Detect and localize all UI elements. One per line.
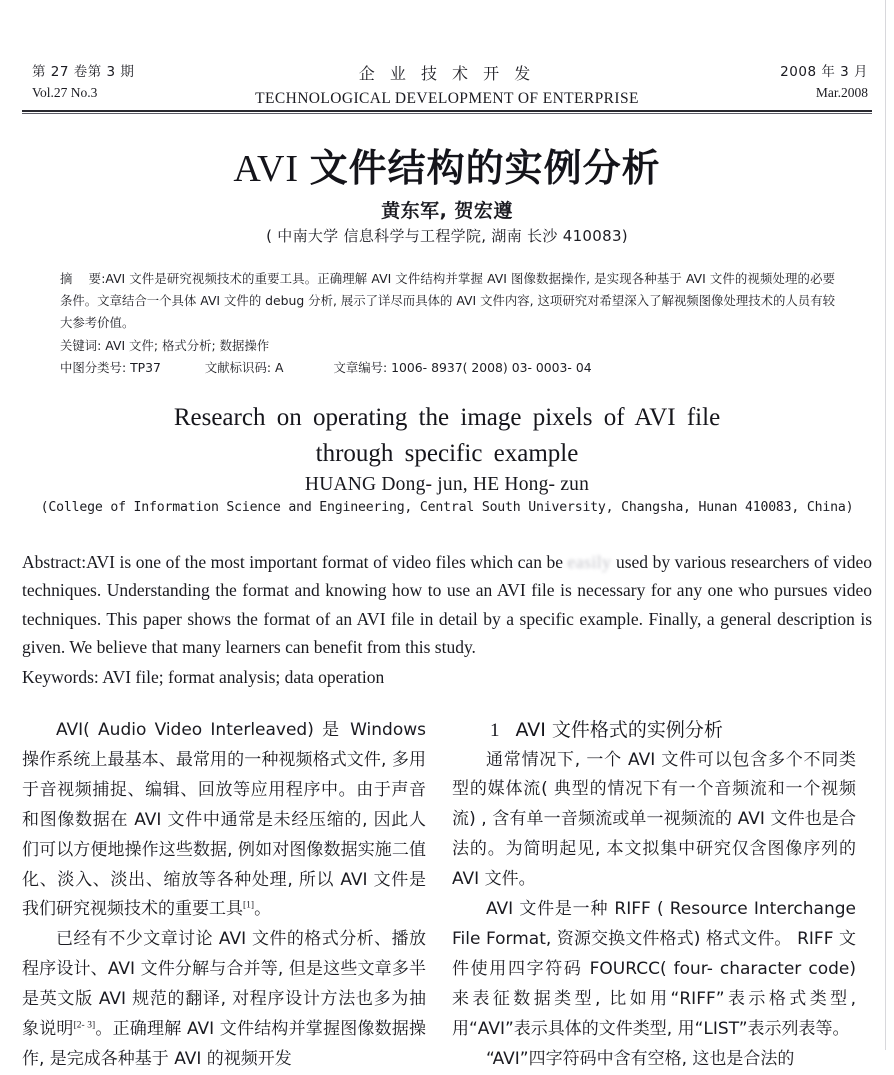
body-left-paragraph-1-tail: 。 bbox=[254, 899, 272, 920]
citation-ref-1: [1] bbox=[243, 900, 255, 911]
keywords-en-label: Keywords: bbox=[22, 667, 99, 688]
abstract-cn-text: 摘 要:AVI 文件是研究视频技术的重要工具。正确理解 AVI 文件结构并掌握 AVI 图像数据操作, 是实现各种基于 AVI 文件的视频处理的必要条件。文章结合一个具体 AVI 文件的 debug 分析, 展示了详尽而具体的 AVI 文件内容, 这项研究对希望深入了解视频图像处理技术的人员有较大参考价值。 bbox=[60, 271, 836, 331]
abstract-en-label: Abstract: bbox=[22, 552, 87, 572]
masthead-journal-name-en: TECHNOLOGICAL DEVELOPMENT OF ENTERPRISE bbox=[255, 89, 639, 107]
body-right-paragraph-3: “AVI”四字符码中含有空格, 这也是合法的 bbox=[486, 1048, 795, 1069]
masthead-date-en: Mar.2008 bbox=[815, 84, 868, 100]
keywords-cn-line: 关键词: AVI 文件; 格式分析; 数据操作 bbox=[60, 338, 270, 354]
page-title-cn bbox=[0, 145, 894, 194]
masthead-volume-cn: 第 27 卷第 3 期 bbox=[32, 64, 135, 80]
masthead-date-block bbox=[780, 62, 868, 104]
abstract-en-part1: AVI is one of the most important format of video files which can be bbox=[86, 552, 568, 572]
body-left-paragraph-1 bbox=[22, 716, 426, 925]
page-title-cn-latin: AVI bbox=[233, 148, 310, 190]
page-title-en-line1: Research on operating the image pixels of AVI file bbox=[173, 404, 721, 431]
abstract-cn-body: AVI 文件是研究视频技术的重要工具。正确理解 AVI 文件结构并掌握 AVI 图像数据操作, 是实现各种基于 AVI 文件的视频处理的必要条件。文章结合一个具体 AVI 文件的 debug 分析, 展示了详尽而具体的 AVI 文件内容, 这项研究对希望深入了解视频图像处理技术的人员有较大参考价值。 bbox=[60, 271, 836, 331]
body-left-paragraph-2-text: 已经有不少文章讨论 AVI 文件的格式分析、播放程序设计、AVI 文件分解与合并等, 但是这些文章多半是英文版 AVI 规范的翻译, 对程序设计方法也多为抽象说明 bbox=[22, 929, 426, 1040]
abstract-en-block bbox=[22, 548, 872, 692]
body-right-paragraph-2: AVI 文件是一种 RIFF ( Resource Interchange File Format, 资源交换文件格式) 格式文件。 RIFF 文件使用四字符码 FOURCC( four- character code) 来表征数据类型, 比如用“RIFF”表示格式类型, 用“AVI”表示具体的文件类型, 用“LIST”表示列表等。 bbox=[452, 899, 856, 1039]
keywords-cn-label: 关键词 bbox=[60, 338, 98, 354]
affiliation-cn: ( 中南大学 信息科学与工程学院, 湖南 长沙 410083) bbox=[266, 227, 628, 245]
abstract-en-redacted-word: easily bbox=[567, 552, 612, 572]
classification-line: 中图分类号: TP37 文献标识码: A 文章编号: 1006- 8937( 2008) 03- 0003- 04 bbox=[60, 360, 592, 376]
body-left-paragraph-1-text: AVI( Audio Video Interleaved) 是 Windows 操作系统上最基本、最常用的一种视频格式文件, 多用于音视频捕捉、编辑、回放等应用程序中。由于声音和图像数据在 AVI 文件中通常是未经压缩的, 因此人们可以方便地操作这些数据, 例如对图像数据实施二值化、淡入、淡出、缩放等各种处理, 所以 AVI 文件是我们研究视频技术的重要工具 bbox=[22, 720, 426, 920]
section-title: AVI 文件格式的实例分析 bbox=[515, 719, 723, 741]
authors-en: HUANG Dong- jun, HE Hong- zun bbox=[304, 474, 590, 495]
body-column-right bbox=[452, 716, 856, 1074]
article-id-label: 文章编号 bbox=[333, 360, 384, 376]
doc-code-label: 文献标识码 bbox=[204, 360, 267, 376]
abstract-cn-label2: 要 bbox=[88, 271, 102, 286]
keywords-en-value: AVI file; format analysis; data operation bbox=[98, 667, 385, 688]
masthead-rule bbox=[22, 110, 872, 114]
body-right-paragraph-1: 通常情况下, 一个 AVI 文件可以包含多个不同类型的媒体流( 典型的情况下有一个音频流和一个视频流) , 含有单一音频流或单一视频流的 AVI 文件也是合法的。为简明起见, 本文拟集中研究仅含图像序列的 AVI 文件。 bbox=[452, 749, 856, 890]
clc-value: TP37 bbox=[130, 360, 161, 376]
masthead-journal-name-block bbox=[22, 62, 872, 111]
keywords-en-line bbox=[22, 663, 872, 691]
abstract-cn-label: 摘 bbox=[60, 271, 73, 286]
clc-label: 中图分类号 bbox=[60, 360, 122, 376]
body-column-left bbox=[22, 716, 426, 1075]
abstract-cn-block bbox=[60, 268, 835, 379]
masthead-date-cn: 2008 年 3 月 bbox=[780, 64, 868, 80]
article-id-value: 1006- 8937( 2008) 03- 0003- 04 bbox=[391, 360, 592, 376]
body-left-paragraph-2 bbox=[22, 925, 426, 1075]
citation-ref-2: [2- 3] bbox=[73, 1020, 96, 1031]
section-number: 1 bbox=[490, 720, 500, 741]
journal-masthead bbox=[22, 62, 872, 112]
page-title-en bbox=[70, 400, 824, 471]
body-left-paragraph-2-tail: 。正确理解 AVI 文件结构并掌握图像数据操作, 是完成各种基于 AVI 的视频开发 bbox=[22, 1019, 427, 1069]
masthead-journal-name-cn: 企 业 技 术 开 发 bbox=[358, 64, 536, 83]
abstract-en-text bbox=[22, 548, 872, 661]
abstract-en-part2: used by various researchers of video techniques. Understanding the format and knowing how to use an AVI file is necessary for any one who pursues video techniques. This paper shows the format of an AVI file in detail by a specific example. Finally, a general description is given. We believe that many learners can benefit from this study. bbox=[22, 552, 873, 658]
page-title-cn-han: 文件结构的实例分析 bbox=[309, 146, 661, 190]
page-title-en-line2: through specific example bbox=[315, 439, 579, 467]
masthead-volume-en: Vol.27 No.3 bbox=[32, 84, 98, 100]
authors-cn: 黄东军, 贺宏遵 bbox=[381, 200, 513, 222]
affiliation-en: (College of Information Science and Engineering, Central South University, Changsha, Hunan 410083, China) bbox=[40, 500, 854, 515]
section-heading-1 bbox=[452, 716, 856, 746]
keywords-cn-value: AVI 文件; 格式分析; 数据操作 bbox=[105, 338, 270, 354]
doc-code-value: A bbox=[274, 360, 284, 376]
